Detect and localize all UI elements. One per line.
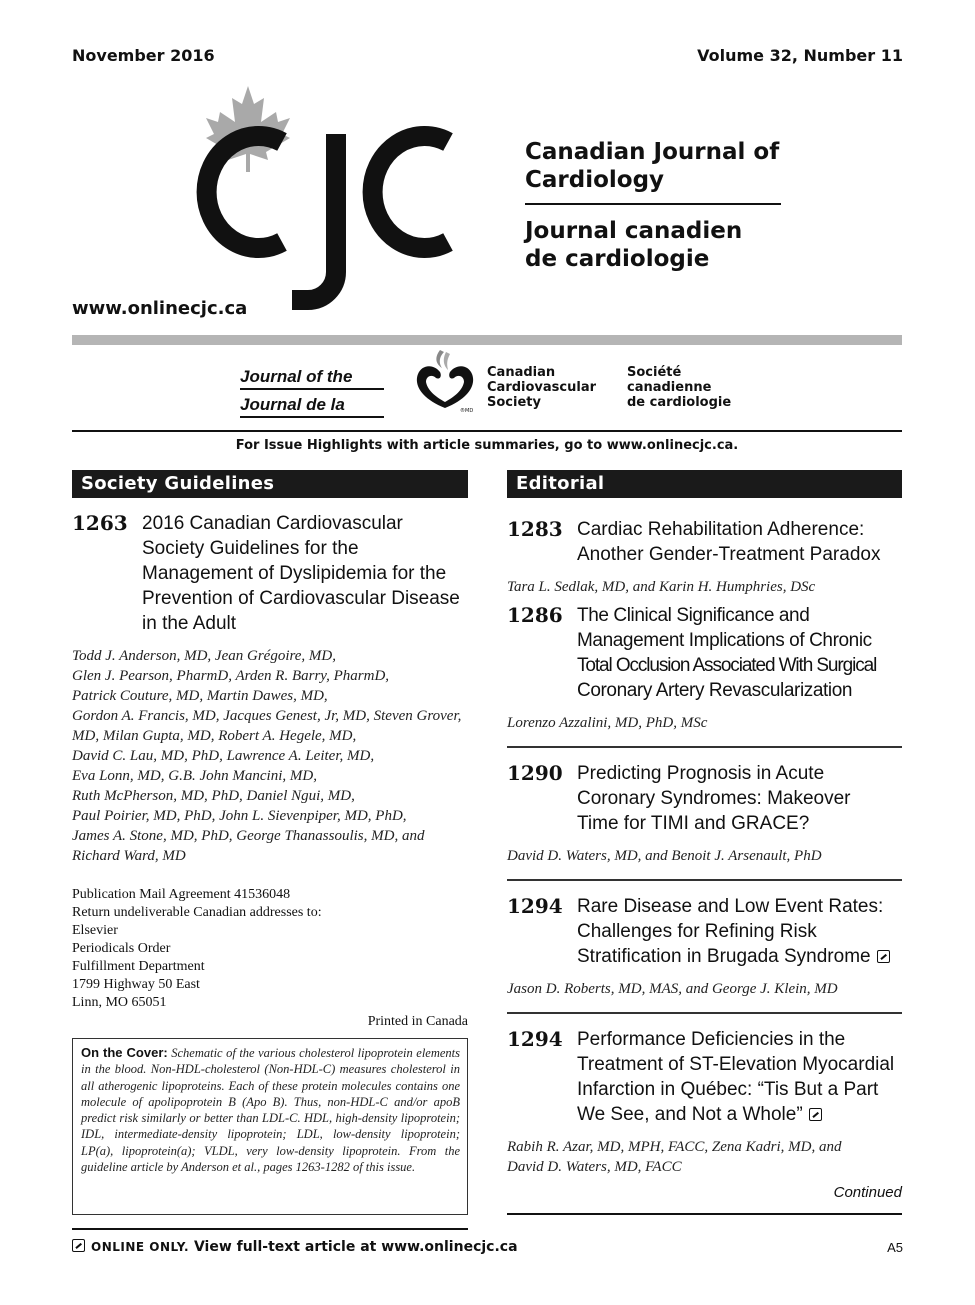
article-authors: Lorenzo Azzalini, MD, PhD, MSc (507, 715, 708, 731)
section-society-guidelines: Society Guidelines (72, 470, 468, 498)
journal-title-fr: Journal canadien de cardiologie (525, 218, 743, 272)
article-page-number: 1286 (507, 603, 563, 627)
article-page-number: 1283 (507, 517, 563, 541)
logo-letter-c2 (373, 136, 448, 248)
online-only-icon (809, 1108, 822, 1121)
footer-online-note: ONLINE ONLY. View full-text article at www.onlinecjc.ca (72, 1239, 518, 1255)
page-number: A5 (887, 1240, 903, 1255)
cjc-logo (186, 82, 466, 322)
printed-in-canada: Printed in Canada (367, 1014, 468, 1029)
article-title[interactable]: Cardiac Rehabilitation Adherence: Another Gender-Treatment Paradox (577, 519, 881, 565)
title-divider (525, 203, 781, 205)
svg-text:®MD: ®MD (460, 408, 474, 414)
article-title[interactable]: Predicting Prognosis in Acute Coronary Syndromes: Makeover Time for TIMI and GRACE? (577, 763, 851, 834)
section-editorial: Editorial (507, 470, 902, 498)
website-link[interactable]: www.onlinecjc.ca (72, 298, 248, 319)
footer-divider-left (72, 1228, 468, 1230)
society-name-fr: Société canadienne de cardiologie (627, 365, 732, 410)
article-page-number: 1294 (507, 894, 563, 918)
issue-date: November 2016 (72, 46, 215, 65)
header-grey-bar (72, 335, 902, 345)
cover-label: On the Cover: (81, 1045, 168, 1060)
society-name-en: Canadian Cardiovascular Society (487, 365, 597, 410)
continued-label: Continued (833, 1184, 902, 1201)
article-title[interactable]: The Clinical Significance and Management Implications of Chronic Total Occlusion Associated With Surgical Coronary Artery Revascularization (577, 605, 877, 701)
issue-highlights-note: For Issue Highlights with article summaries, go to www.onlinecjc.ca. (235, 438, 739, 453)
article-page-number: 1294 (507, 1027, 563, 1051)
logo-text: CJC (186, 82, 188, 83)
article-divider (507, 1012, 902, 1014)
article-title[interactable]: Performance Deficiencies in the Treatment of ST-Elevation Myocardial Infarction in Québec: “Tis But a Part We See, and Not a Whole” (577, 1029, 895, 1125)
article-divider (507, 879, 902, 881)
online-only-icon (72, 1239, 85, 1252)
article-authors: Tara L. Sedlak, MD, and Karin H. Humphries, DSc (507, 579, 816, 595)
article-authors: Todd J. Anderson, MD, Jean Grégoire, MD, Glen J. Pearson, PharmD, Arden R. Barry, PharmD, Patrick Couture, MD, Martin Dawes, MD, Gordon A. Francis, MD, Jacques Genest, Jr, MD, Steven Grover, MD, Milan Gupta, MD, Robert A. Hegele, MD, David C. Lau, MD, PhD, Lawrence A. Leiter, MD, Eva Lonn, MD, G.B. John Mancini, MD, Ruth McPherson, MD, PhD, Daniel Ngui, MD, Paul Poirier, MD, PhD, John L. Sievenpiper, MD, PhD, James A. Stone, MD, PhD, George Thanassoulis, MD, and Richard Ward, MD (72, 648, 462, 864)
cover-description (81, 1045, 460, 1175)
footer-divider-right (507, 1213, 902, 1215)
article-page-number: 1290 (507, 761, 563, 785)
publication-mail-info: Publication Mail Agreement 41536048 Return undeliverable Canadian addresses to: Elsevier Periodicals Order Fulfillment Department 1799 Highway 50 East Linn, MO 65051 (72, 887, 322, 1010)
journal-title-en: Canadian Journal of Cardiology (525, 139, 780, 193)
article-title[interactable]: 2016 Canadian Cardiovascular Society Guidelines for the Management of Dyslipidemia for the Prevention of Cardiovascular Disease in the Adult (142, 513, 460, 634)
online-only-icon (877, 950, 890, 963)
journal-of-the: Journal of the (240, 367, 384, 390)
strip-divider (72, 430, 902, 432)
volume-number: Volume 32, Number 11 (697, 46, 903, 65)
article-page-number: 1263 (72, 511, 128, 535)
journal-de-la: Journal de la (240, 395, 384, 418)
article-title[interactable]: Rare Disease and Low Event Rates: Challenges for Refining Risk Stratification in Brugada Syndrome (577, 894, 890, 969)
article-authors: Jason D. Roberts, MD, MAS, and George J. Klein, MD (507, 981, 838, 997)
cover-text: Schematic of the various cholesterol lipoprotein elements in the blood. Non-HDL-cholesterol (Non-HDL-C) measures cholesterol in all atherogenic lipoproteins. Each of these protein molecules contains one molecule of apolipoprotein B (Apo B). Thus, non-HDL-C and/or apoB predict risk similarly or better than LDL-C. HDL, high-density lipoprotein; IDL, intermediate-density lipoprotein; LDL, low-density lipoprotein; LP(a), lipoprotein(a); VLDL, very low-density lipoprotein. From the guideline article by Anderson et al., pages 1263-1282 of this issue. (81, 1046, 461, 1175)
article-divider (507, 746, 902, 748)
logo-letter-j (292, 134, 336, 300)
ccs-heart-logo-icon (410, 348, 480, 416)
article-authors: David D. Waters, MD, and Benoit J. Arsenault, PhD (507, 848, 822, 864)
article-authors: Rabih R. Azar, MD, MPH, FACC, Zena Kadri, MD, and David D. Waters, MD, FACC (507, 1139, 842, 1175)
